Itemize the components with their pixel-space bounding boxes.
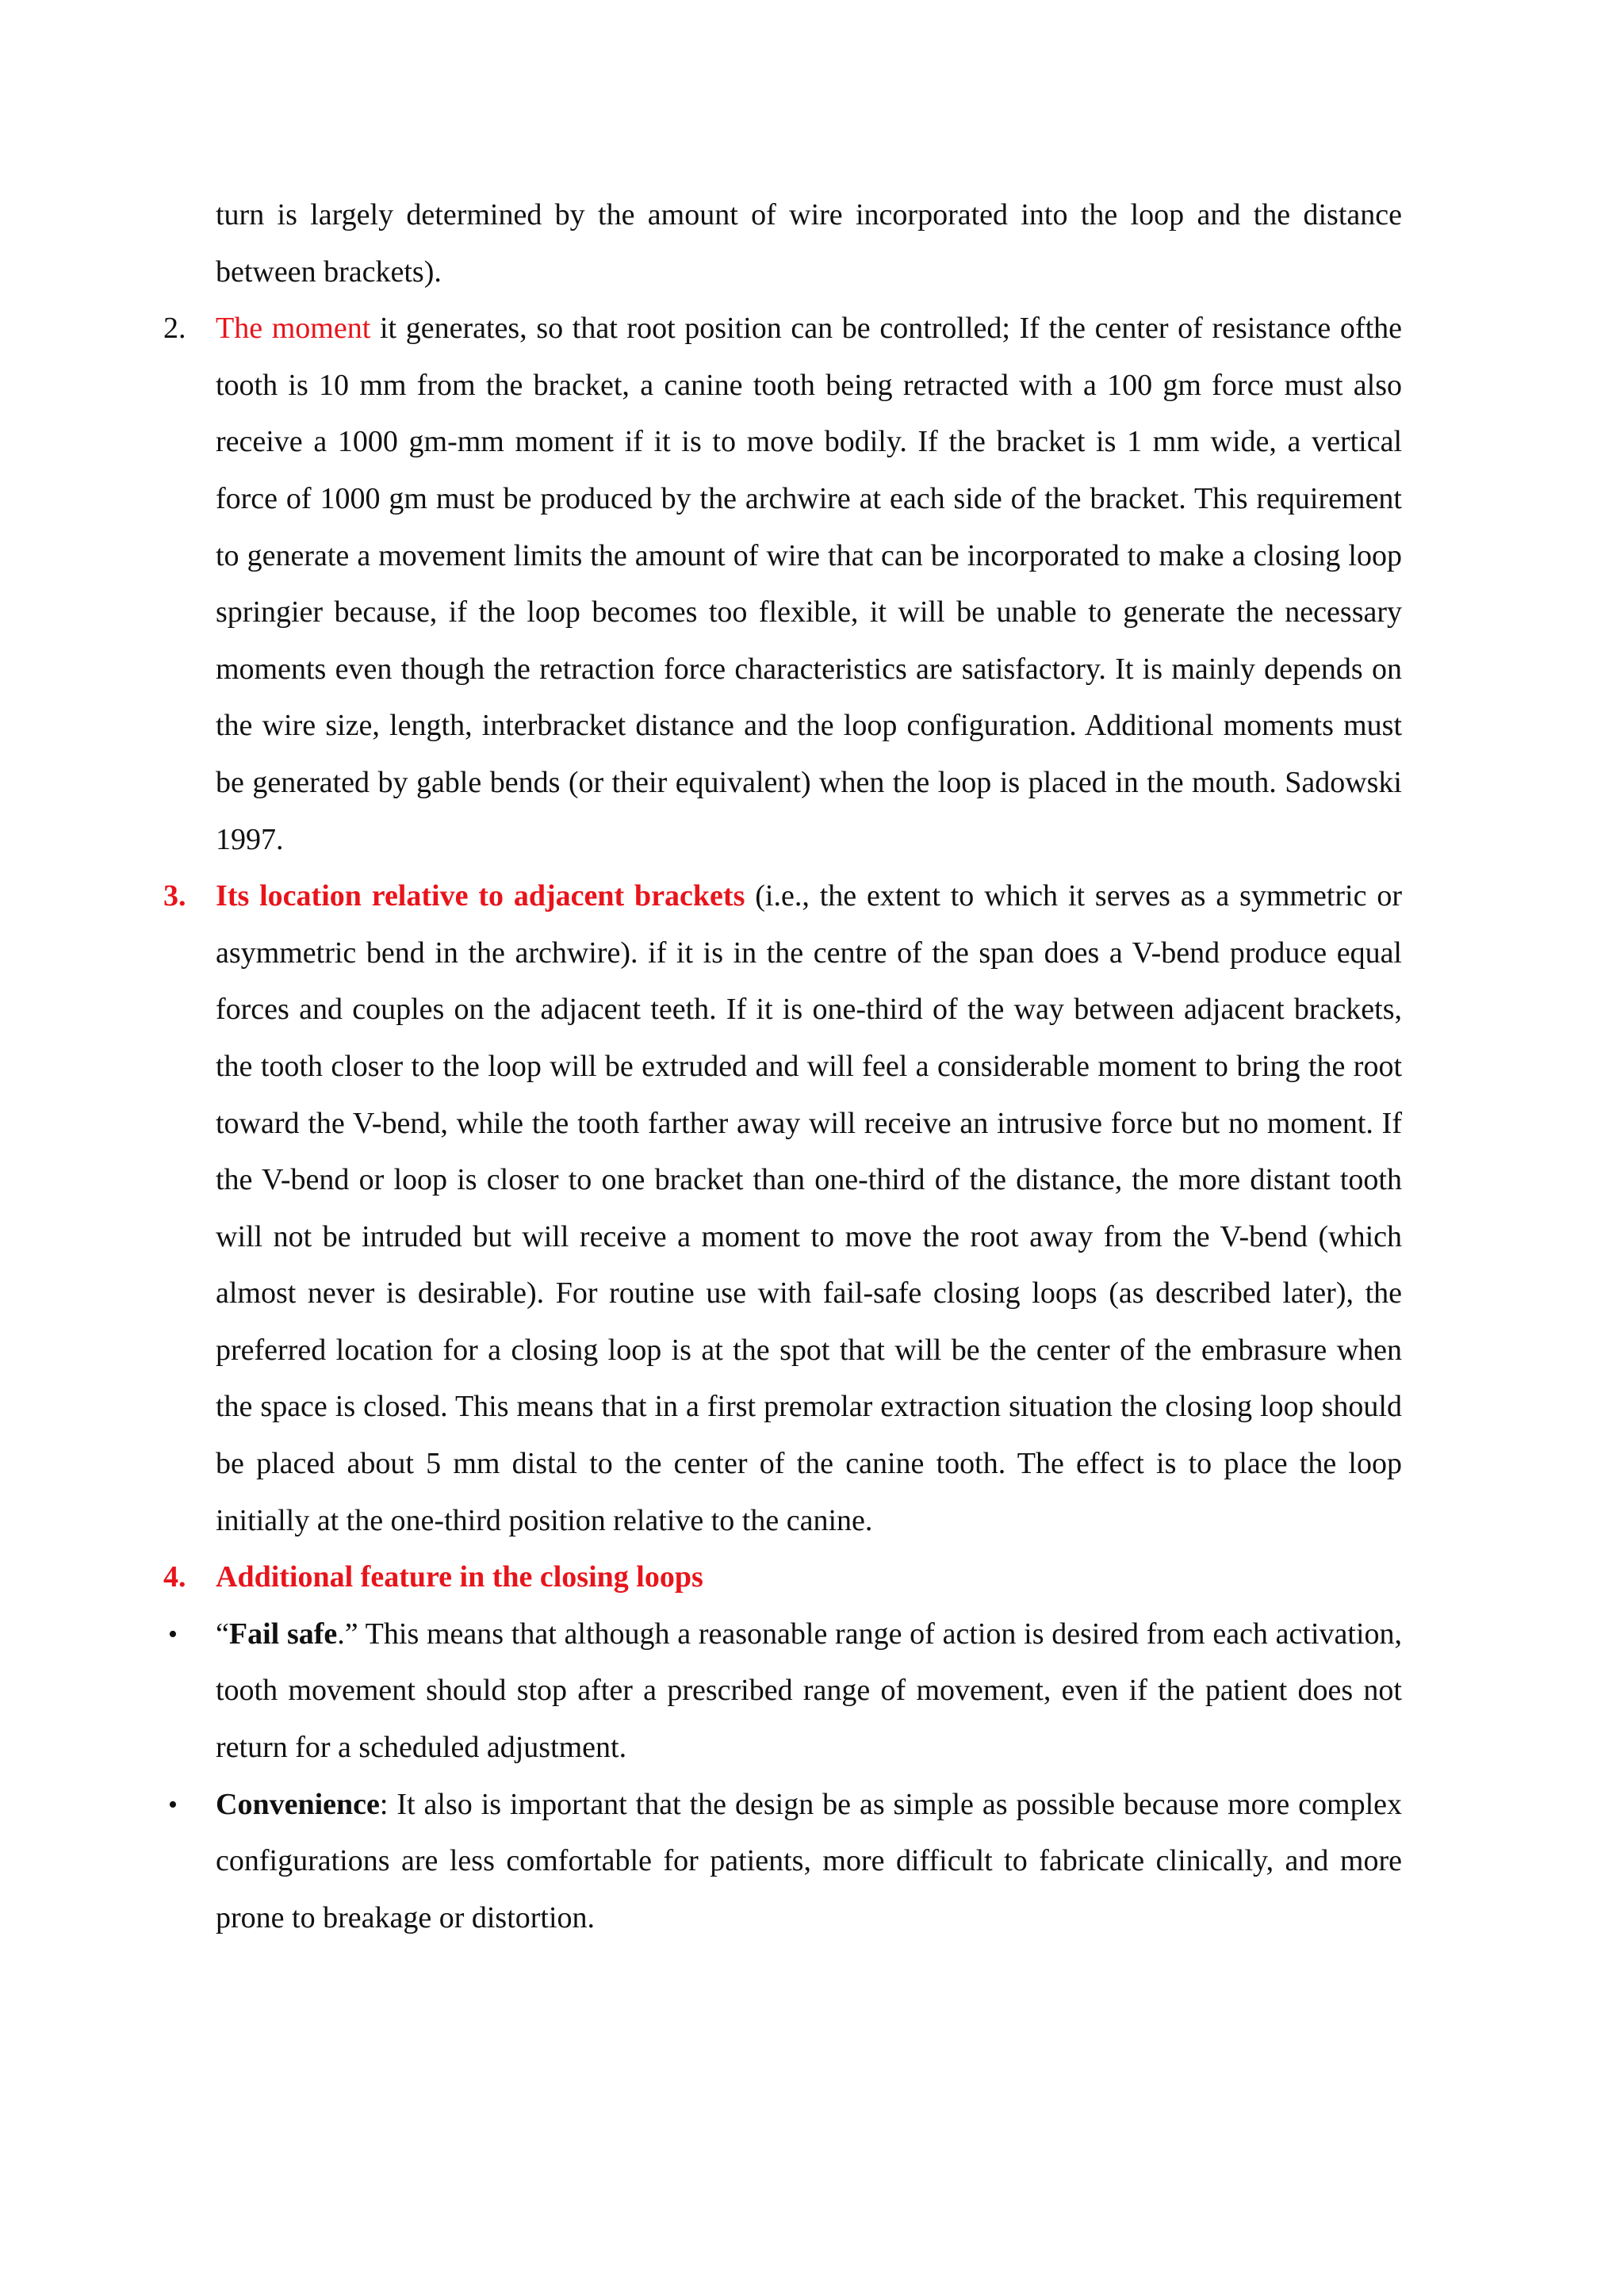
convenience-text: : It also is important that the design be as simple as possible because more complex configurations are less comfortable for patients, more difficult to fabricate clinically, and more prone to breakage or distortion.	[216, 1787, 1402, 1934]
item-2-heading: The moment	[216, 312, 371, 346]
convenience-term: Convenience	[216, 1787, 380, 1821]
item-3-text: (i.e., the extent to which it serves as a symmetric or asymmetric bend in the archwire). if it is in the centre of the span does a V-bend produce equal forces and couples on the adjacent teeth. If it is one-third of the way between adjacent brackets, the tooth closer to the loop will be extruded and will feel a considerable moment to bring the root toward the V-bend, while the tooth farther away will receive an intrusive force but no moment. If the V-bend or loop is closer to one bracket than one-third of the distance, the more distant tooth will not be intruded but will receive a moment to move the root away from the V-bend (which almost never is desirable). For routine use with fail-safe closing loops (as described later), the preferred location for a closing loop is at the spot that will be the center of the embrasure when the space is closed. This means that in a first premolar extraction situation the closing loop should be placed about 5 mm distal to the center of the canine tooth. The effect is to place the loop initially at the one-third position relative to the canine.	[216, 879, 1403, 1537]
fail-safe-term: Fail safe	[228, 1617, 338, 1651]
list-item-2	[163, 300, 1402, 868]
bullet-icon: •	[168, 1789, 178, 1820]
document-body	[163, 187, 1403, 1946]
bullet-item-fail-safe	[168, 1606, 1403, 1777]
item-3-heading: Its location relative to adjacent brackets	[216, 879, 745, 913]
bullet-item-convenience	[168, 1777, 1402, 1947]
list-number-2: 2.	[163, 312, 186, 346]
list-item-3	[163, 868, 1403, 1549]
item-2-text: it generates, so that root position can be controlled; If the center of resistance ofthe tooth is 10 mm from the bracket, a canine tooth being retracted with a 100 gm force must also receive a 1000 gm-mm moment if it is to move bodily. If the bracket is 1 mm wide, a vertical force of 1000 gm must be produced by the archwire at each side of the bracket. This requirement to generate a movement limits the amount of wire that can be incorporated to make a closing loop springier because, if the loop becomes too flexible, it will be unable to generate the necessary moments even though the retraction force characteristics are satisfactory. It is mainly depends on the wire size, length, interbracket distance and the loop configuration. Additional moments must be generated by gable bends (or their equivalent) when the loop is placed in the mouth. Sadowski 1997.	[216, 312, 1402, 856]
list-item-4	[163, 1549, 1402, 1606]
list-number-4: 4.	[163, 1560, 186, 1594]
fail-safe-open-quote: “	[216, 1617, 229, 1651]
fail-safe-text: .” This means that although a reasonable range of action is desired from each activation, tooth movement should stop after a prescribed range of movement, even if the patient does not return for a scheduled adjustment.	[216, 1617, 1403, 1765]
item-4-heading: Additional feature in the closing loops	[216, 1560, 703, 1594]
list-number-3: 3.	[163, 879, 186, 913]
bullet-icon: •	[168, 1619, 178, 1649]
intro-text: turn is largely determined by the amount of wire incorporated into the loop and the distance between brackets).	[216, 198, 1402, 289]
intro-paragraph	[216, 187, 1402, 300]
